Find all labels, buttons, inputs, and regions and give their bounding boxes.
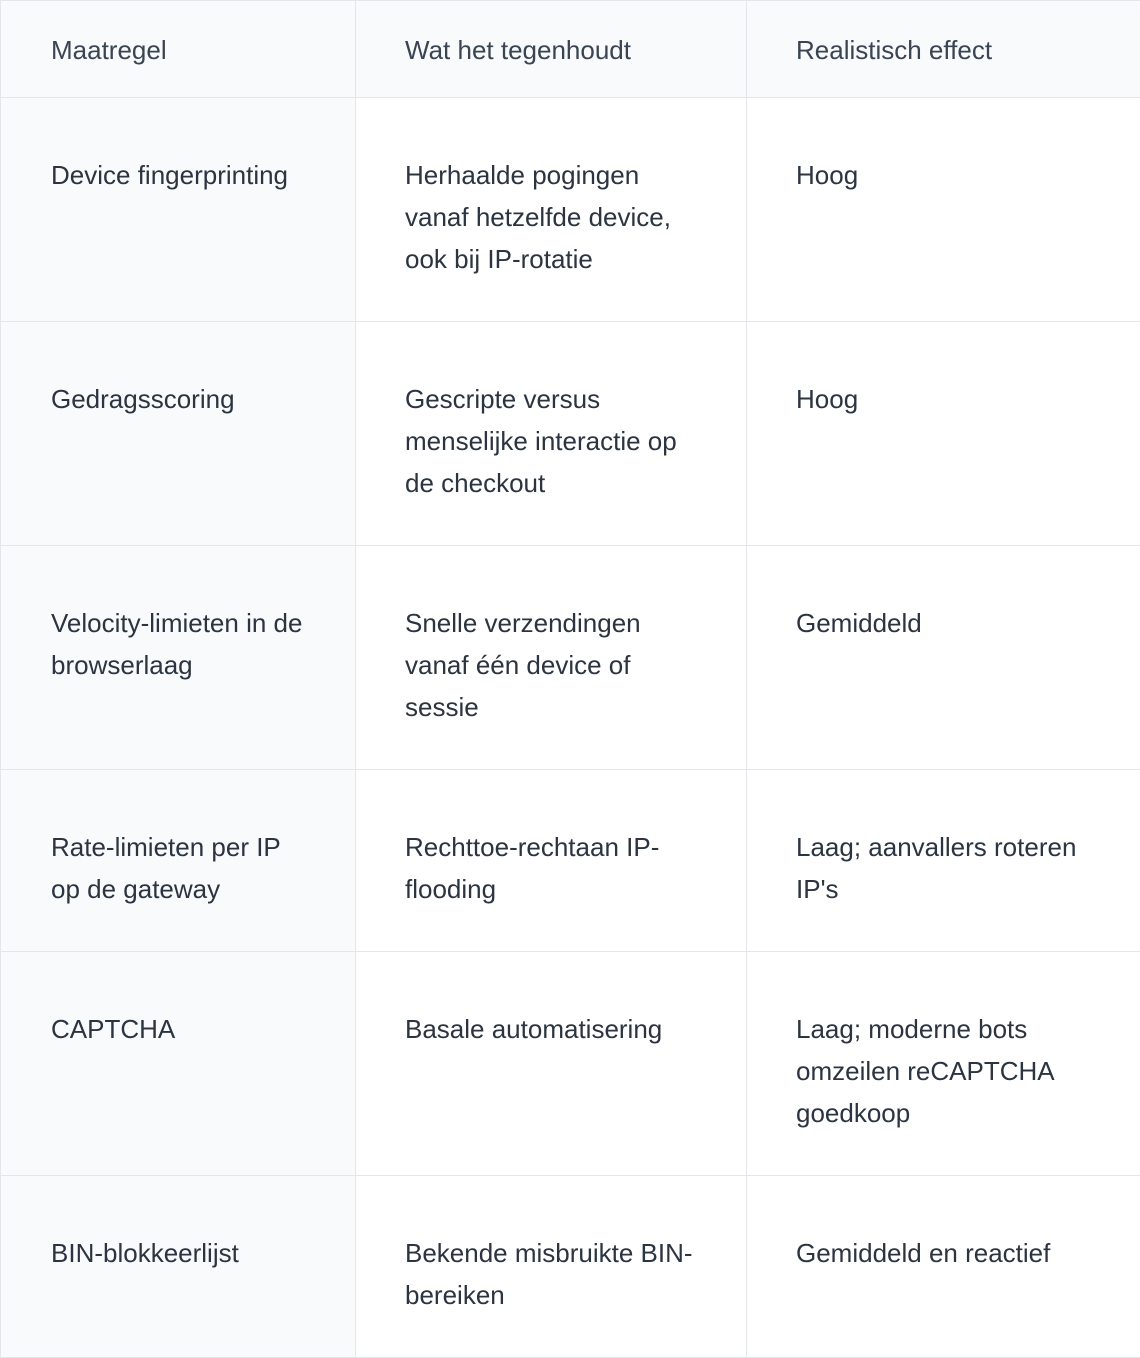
header-measure: Maatregel: [1, 1, 356, 98]
table-row: [1, 952, 1140, 1176]
table-row: [1, 322, 1140, 546]
cell-measure: Device fingerprinting: [1, 98, 356, 322]
cell-realistic-effect: Laag; moderne bots omzeilen reCAPTCHA goedkoop: [747, 952, 1140, 1176]
cell-realistic-effect: Hoog: [747, 98, 1140, 322]
cell-realistic-effect: Hoog: [747, 322, 1140, 546]
cell-what-it-stops: Snelle verzendingen vanaf één device of sessie: [356, 546, 747, 770]
cell-measure: Rate-limieten per IP op de gateway: [1, 770, 356, 952]
cell-what-it-stops: Bekende misbruikte BIN-bereiken: [356, 1176, 747, 1358]
cell-what-it-stops: Rechttoe-rechtaan IP-flooding: [356, 770, 747, 952]
cell-realistic-effect: Laag; aanvallers roteren IP's: [747, 770, 1140, 952]
header-realistic-effect: Realistisch effect: [747, 1, 1140, 98]
cell-what-it-stops: Gescripte versus menselijke interactie op de checkout: [356, 322, 747, 546]
table-row: [1, 1176, 1140, 1358]
cell-realistic-effect: Gemiddeld: [747, 546, 1140, 770]
table-row: [1, 98, 1140, 322]
header-what-it-stops: Wat het tegenhoudt: [356, 1, 747, 98]
cell-what-it-stops: Basale automatisering: [356, 952, 747, 1176]
cell-what-it-stops: Herhaalde pogingen vanaf hetzelfde device, ook bij IP-rotatie: [356, 98, 747, 322]
cell-realistic-effect: Gemiddeld en reactief: [747, 1176, 1140, 1358]
table-row: [1, 546, 1140, 770]
table-header-row: [1, 1, 1140, 98]
cell-measure: CAPTCHA: [1, 952, 356, 1176]
cell-measure: BIN-blokkeerlijst: [1, 1176, 356, 1358]
table-row: [1, 770, 1140, 952]
cell-measure: Gedragsscoring: [1, 322, 356, 546]
cell-measure: Velocity-limieten in de browserlaag: [1, 546, 356, 770]
